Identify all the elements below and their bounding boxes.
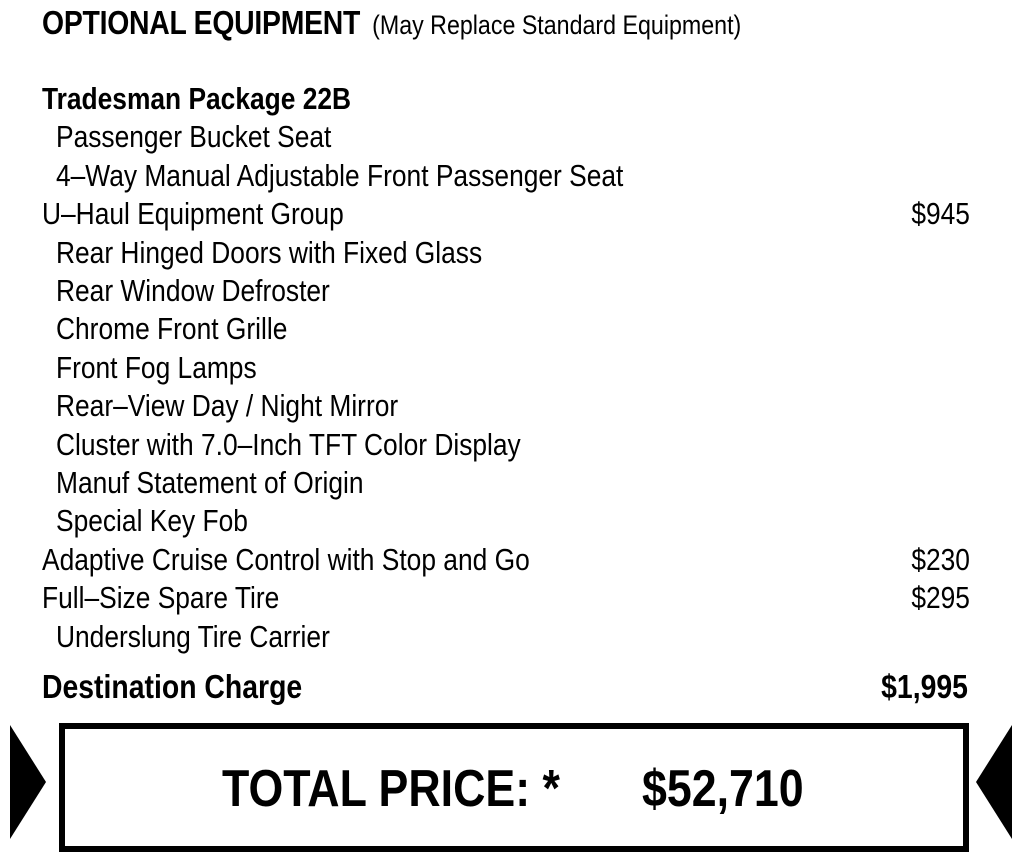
equipment-subitem-label: Cluster with 7.0–Inch TFT Color Display [56,427,521,462]
equipment-subitem-label: Special Key Fob [56,503,248,538]
equipment-item-label: U–Haul Equipment Group [42,196,344,231]
equipment-item-price: $295 [911,580,970,615]
equipment-subitem-label: Rear Hinged Doors with Fixed Glass [56,235,483,270]
total-price-value: $52,710 [642,760,804,818]
equipment-subitem-label: Rear–View Day / Night Mirror [56,388,399,423]
equipment-item-label: Adaptive Cruise Control with Stop and Go [42,542,530,577]
destination-charge-label: Destination Charge [42,668,303,705]
triangle-right-icon [10,725,46,839]
section-subtitle: (May Replace Standard Equipment) [372,10,742,40]
equipment-item-price: $230 [911,542,970,577]
equipment-item-price: $945 [911,196,970,231]
equipment-subitem-label: Passenger Bucket Seat [56,119,332,154]
equipment-subitem-label: Rear Window Defroster [56,273,330,308]
section-heading [42,4,741,42]
equipment-item-label: Tradesman Package 22B [42,81,352,116]
section-title: OPTIONAL EQUIPMENT [42,4,361,41]
total-price-label: TOTAL PRICE: * [222,760,560,818]
triangle-left-icon [976,725,1012,839]
equipment-subitem-label: Manuf Statement of Origin [56,465,364,500]
destination-charge-price: $1,995 [881,668,968,705]
equipment-subitem-label: Chrome Front Grille [56,311,288,346]
equipment-item-label: Full–Size Spare Tire [42,580,280,615]
equipment-subitem-label: Underslung Tire Carrier [56,619,330,654]
equipment-subitem-label: 4–Way Manual Adjustable Front Passenger Seat [56,158,624,193]
equipment-subitem-label: Front Fog Lamps [56,350,257,385]
